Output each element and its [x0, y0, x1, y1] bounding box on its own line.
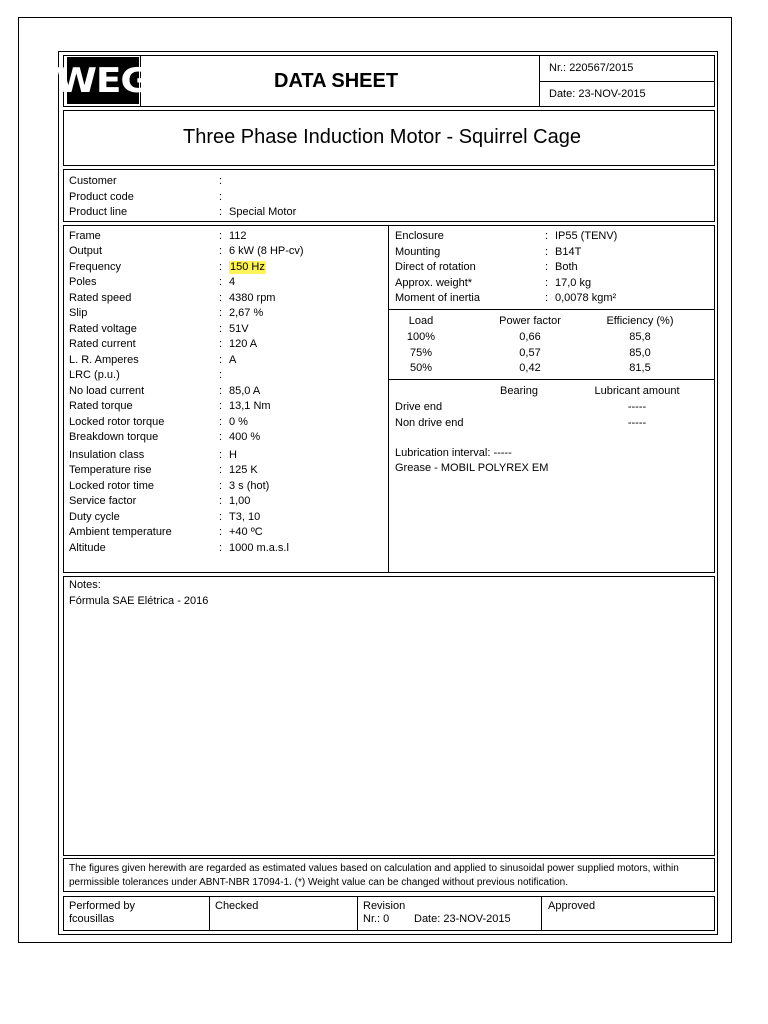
spec-label: Altitude [69, 542, 106, 554]
bearing-row-label: Non drive end [395, 416, 464, 429]
notes-label: Notes: [69, 579, 101, 591]
load-table-cell: 50% [409, 362, 433, 374]
spec-label: Enclosure [395, 230, 444, 242]
spec-label: Rated speed [69, 292, 132, 304]
specs-divider [388, 225, 389, 573]
load-table-cell: 81,5 [629, 362, 651, 374]
spec-value: 112 [229, 230, 247, 242]
motor-type-title: Three Phase Induction Motor - Squirrel Cage [183, 126, 581, 148]
colon: : [219, 245, 223, 257]
load-table-cell: 100% [406, 331, 436, 343]
colon: : [219, 276, 223, 288]
colon: : [219, 449, 223, 461]
disclaimer-line-2: permissible tolerances under ABNT-NBR 17094-1. (*) Weight value can be changed without previous notification. [69, 877, 568, 888]
bearing-row-label: Drive end [395, 401, 443, 413]
spec-value: T3, 10 [229, 511, 261, 523]
load-table-top-line [388, 309, 715, 310]
footer-divider-2 [357, 896, 358, 931]
colon: : [219, 416, 223, 428]
spec-label: Mounting [395, 245, 441, 258]
load-table-header: Efficiency (%) [606, 315, 674, 327]
colon: : [545, 276, 549, 289]
bearing-row-amount: ----- [627, 416, 647, 429]
spec-value: A [229, 354, 237, 366]
spec-label: L. R. Amperes [69, 354, 139, 366]
spec-value: +40 ºC [229, 526, 263, 538]
load-table-cell: 0,66 [519, 331, 541, 343]
revision-label: Revision [363, 900, 406, 912]
spec-label: Breakdown torque [69, 431, 159, 443]
colon: : [219, 230, 223, 242]
load-table-header: Power factor [499, 315, 561, 327]
spec-label: Service factor [69, 495, 137, 507]
load-table-cell: 85,0 [629, 346, 651, 359]
colon: : [545, 245, 549, 258]
header-divider-mid [539, 81, 715, 82]
customer-info-value: Special Motor [229, 206, 297, 218]
load-table-cell: 0,57 [519, 346, 541, 359]
doc-date [549, 88, 646, 100]
spec-value: 51V [229, 323, 249, 335]
load-table-header: Load [408, 315, 434, 327]
spec-value: IP55 (TENV) [555, 230, 618, 242]
colon: : [219, 431, 223, 443]
spec-value: 1000 m.a.s.l [229, 542, 289, 554]
spec-value: 6 kW (8 HP-cv) [229, 245, 304, 257]
customer-info-label: Product code [69, 190, 134, 203]
page-title: DATA SHEET [274, 70, 399, 92]
spec-value: H [229, 449, 237, 461]
customer-info-label: Product line [69, 206, 128, 218]
load-table-cell: 75% [409, 346, 433, 359]
spec-value: 120 A [229, 338, 258, 350]
spec-label: Approx. weight* [395, 276, 473, 289]
colon: : [219, 511, 223, 523]
revision-date: Date: 23-NOV-2015 [414, 913, 511, 925]
load-table-cell: 0,42 [519, 362, 541, 374]
frequency-value-highlighted: 150 Hz [230, 261, 265, 273]
colon: : [219, 338, 223, 350]
weg-logo: WEG [67, 57, 139, 104]
colon: : [545, 292, 549, 304]
colon: : [219, 400, 223, 412]
doc-number [549, 62, 633, 74]
spec-label: Locked rotor torque [69, 416, 165, 428]
spec-label: Ambient temperature [69, 526, 172, 538]
disclaimer-line-1: The figures given herewith are regarded as estimated values based on calculation and applied to sinusoidal power supplied motors, within [69, 863, 679, 874]
colon: : [219, 323, 223, 335]
spec-value: 85,0 A [229, 385, 261, 397]
grease-type: Grease - MOBIL POLYREX EM [395, 462, 549, 474]
bearing-header: Bearing [500, 385, 538, 397]
lubrication-interval: Lubrication interval: ----- [395, 447, 512, 459]
spec-value: 400 % [229, 431, 261, 443]
colon: : [545, 230, 549, 242]
spec-value: 13,1 Nm [229, 400, 271, 412]
checked-label: Checked [215, 900, 259, 912]
spec-value: 2,67 % [229, 307, 264, 319]
spec-value: 3 s (hot) [229, 480, 270, 492]
approved-label: Approved [548, 900, 596, 912]
spec-label: Output [69, 245, 103, 257]
spec-label: No load current [69, 385, 145, 397]
footer-divider-1 [209, 896, 210, 931]
colon: : [219, 526, 223, 538]
colon: : [219, 464, 223, 476]
colon: : [219, 369, 223, 381]
colon: : [219, 175, 223, 187]
colon: : [219, 206, 223, 218]
spec-label: Rated voltage [69, 323, 137, 335]
notes-text: Fórmula SAE Elétrica - 2016 [69, 595, 209, 607]
spec-value: 1,00 [229, 495, 251, 507]
colon: : [219, 480, 223, 492]
spec-value: 0,0078 kgm² [555, 292, 617, 304]
notes-box [63, 576, 715, 856]
revision-number: Nr.: 0 [363, 913, 390, 925]
spec-value: 17,0 kg [555, 276, 592, 289]
spec-label: Locked rotor time [69, 480, 154, 492]
spec-label: Insulation class [69, 449, 145, 461]
spec-label: LRC (p.u.) [69, 369, 120, 381]
spec-value: 0 % [229, 416, 248, 428]
colon: : [545, 261, 549, 273]
colon: : [219, 261, 223, 273]
spec-value: B14T [555, 245, 582, 258]
colon: : [219, 354, 223, 366]
spec-label: Direct of rotation [395, 261, 476, 273]
spec-label: Moment of inertia [395, 292, 480, 304]
spec-label: Rated torque [69, 400, 133, 412]
performed-by-value: fcousillas [69, 913, 115, 925]
customer-box [63, 169, 715, 222]
performed-by-label: Performed by [69, 900, 136, 912]
bearing-row-amount: ----- [627, 401, 647, 413]
spec-label: Slip [69, 307, 88, 319]
spec-label: Frequency [69, 261, 121, 273]
colon: : [219, 385, 223, 397]
footer-divider-3 [541, 896, 542, 931]
doc-date-label: Date: [549, 88, 576, 100]
bearing-top-line [388, 379, 715, 380]
spec-label: Poles [69, 276, 97, 288]
colon: : [219, 292, 223, 304]
doc-number-label: Nr.: [549, 62, 567, 74]
spec-value: 125 K [229, 464, 258, 476]
colon: : [219, 307, 223, 319]
colon: : [219, 495, 223, 507]
spec-label: Rated current [69, 338, 136, 350]
lubricant-amount-header: Lubricant amount [594, 385, 680, 397]
doc-number-value: 220567/2015 [569, 62, 634, 74]
spec-label: Temperature rise [69, 464, 152, 476]
spec-value: 4 [229, 276, 236, 288]
spec-label: Duty cycle [69, 511, 120, 523]
load-table-cell: 85,8 [629, 331, 651, 343]
colon: : [219, 542, 223, 554]
customer-info-label: Customer [69, 175, 117, 187]
colon: : [219, 190, 223, 203]
spec-value: 4380 rpm [229, 292, 276, 304]
doc-date-value: 23-NOV-2015 [578, 88, 646, 100]
spec-label: Frame [69, 230, 101, 242]
spec-value: Both [555, 261, 578, 273]
specs-box [63, 225, 715, 573]
